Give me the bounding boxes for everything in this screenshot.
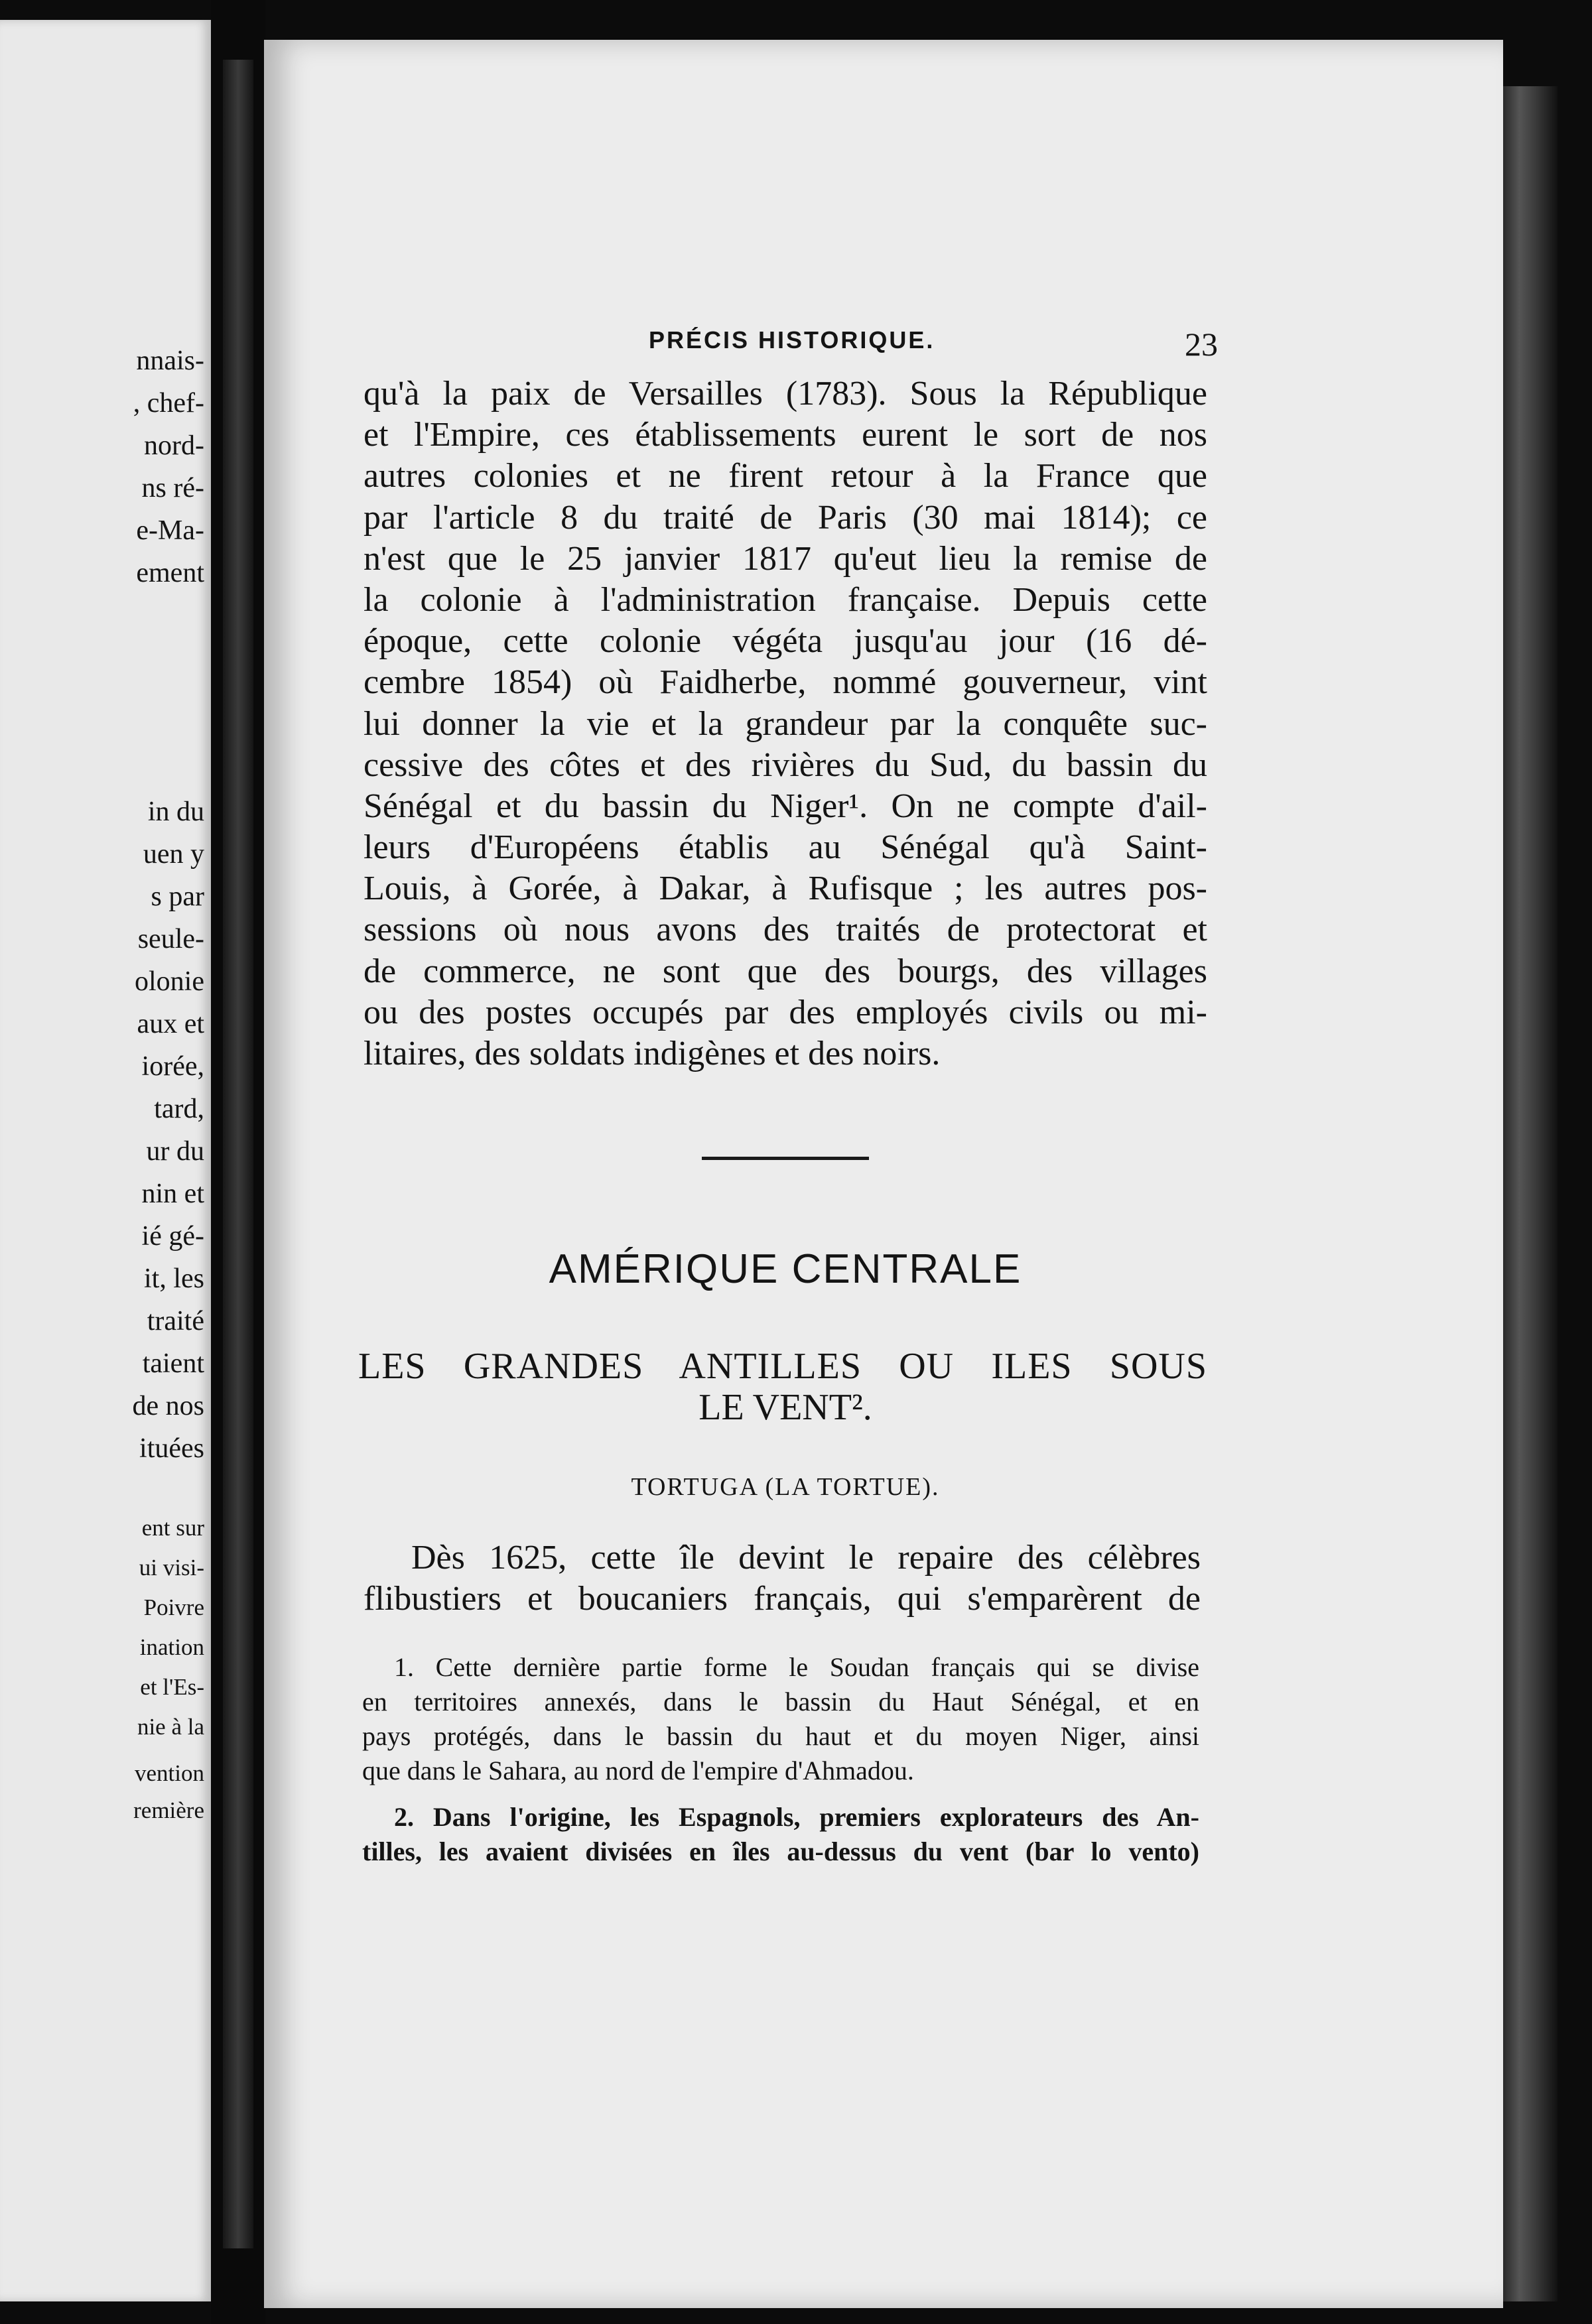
left-page-fragment-line: it, les: [144, 1263, 204, 1294]
footnote-gap: [362, 1788, 1199, 1800]
left-page-fragment-line: ination: [139, 1634, 204, 1660]
left-page-fragment-line: Poivre: [143, 1594, 204, 1620]
text-line: Dès 1625, cette île devint le repaire des célèbres: [411, 1539, 1201, 1577]
left-page-fragment-line: vention: [135, 1760, 204, 1786]
left-page-fragment-line: seule-: [137, 924, 204, 954]
left-page-fragment-line: , chef-: [133, 388, 204, 419]
left-page-fragment-line: nie à la: [137, 1714, 204, 1740]
text-line: leurs d'Européens établis au Sénégal qu'à Saint-: [364, 828, 1207, 867]
text-line: cessive des côtes et des rivières du Sud, du bassin du: [364, 745, 1207, 784]
page-number: 23: [1185, 326, 1218, 363]
left-page-fragment-line: ituées: [139, 1433, 204, 1464]
left-page-fragment-line: taient: [142, 1348, 204, 1379]
left-page-fragment-line: traité: [147, 1306, 204, 1336]
text-line: par l'article 8 du traité de Paris (30 mai 1814); ce: [364, 498, 1207, 537]
section-title: AMÉRIQUE CENTRALE: [549, 1246, 1022, 1292]
footnote-1-line: en territoires annexés, dans le bassin du Haut Sénégal, et en: [362, 1687, 1199, 1716]
left-page-fragment-line: nin et: [141, 1179, 204, 1209]
text-line: sessions où nous avons des traités de protectorat et: [364, 911, 1207, 949]
text-line: et l'Empire, ces établissements eurent le sort de nos: [364, 416, 1207, 454]
left-page-fragment: [0, 20, 211, 2301]
left-page-fragment-line: e-Ma-: [136, 515, 204, 546]
subtitle-line-1: LES GRANDES ANTILLES OU ILES SOUS: [358, 1346, 1207, 1387]
footnote-1-line: 1. Cette dernière partie forme le Soudan français qui se divise: [394, 1652, 1199, 1682]
text-line: Sénégal et du bassin du Niger¹. On ne compte d'ail-: [364, 787, 1207, 825]
page-edge: [1503, 86, 1558, 2301]
body-paragraph: [364, 373, 1207, 1074]
left-page-fragment-line: ur du: [146, 1136, 204, 1167]
left-page-fragment-line: ui visi-: [139, 1555, 204, 1581]
text-line: Louis, à Gorée, à Dakar, à Rufisque ; les autres pos-: [364, 870, 1207, 908]
left-page-fragment-line: olonie: [135, 966, 204, 997]
left-page-fragment-line: s par: [151, 881, 204, 912]
text-line: litaires, des soldats indigènes et des noirs.: [364, 1035, 941, 1072]
spine-shadow: [223, 60, 253, 2248]
footnotes: [362, 1650, 1199, 1869]
left-page-fragment-line: nord-: [144, 430, 204, 461]
left-page-fragment-line: tard,: [154, 1094, 204, 1124]
intro-paragraph: [364, 1537, 1201, 1620]
text-line: n'est que le 25 janvier 1817 qu'eut lieu la remise de: [364, 539, 1207, 578]
left-page-fragment-line: ié gé-: [141, 1221, 204, 1252]
text-line: qu'à la paix de Versailles (1783). Sous la République: [364, 375, 1207, 413]
left-page-fragment-line: nnais-: [136, 346, 204, 376]
footnote-1-line: pays protégés, dans le bassin du haut et du moyen Niger, ainsi: [362, 1721, 1199, 1751]
text-line: la colonie à l'administration française. Depuis cette: [364, 580, 1207, 619]
left-page-fragment-line: ns ré-: [141, 473, 204, 503]
left-page-fragment-line: in du: [147, 797, 204, 827]
left-page-fragment-line: de nos: [132, 1391, 204, 1421]
text-line: ou des postes occupés par des employés civils ou mi-: [364, 993, 1207, 1031]
left-page-fragment-line: ent sur: [141, 1515, 204, 1541]
footnote-2-line: tilles, les avaient divisées en îles au-dessus du vent (bar lo vento): [362, 1837, 1199, 1866]
running-head: PRÉCIS HISTORIQUE.: [649, 326, 935, 354]
text-line: cembre 1854) où Faidherbe, nommé gouverneur, vint: [364, 663, 1207, 702]
left-page-fragment-line: ement: [136, 558, 204, 588]
text-line: de commerce, ne sont que des bourgs, des villages: [364, 952, 1207, 990]
left-page-fragment-line: uen y: [143, 839, 204, 870]
left-page-fragment-line: remière: [133, 1797, 204, 1823]
text-line: époque, cette colonie végéta jusqu'au jour (16 dé-: [364, 622, 1207, 661]
subsection-title: TORTUGA (LA TORTUE).: [631, 1473, 940, 1501]
left-page-fragment-line: et l'Es-: [140, 1674, 204, 1700]
left-page-fragment-line: iorée,: [141, 1051, 204, 1082]
text-line: autres colonies et ne firent retour à la France que: [364, 457, 1207, 495]
section-divider: [702, 1157, 869, 1160]
text-line: flibustiers et boucaniers français, qui s'emparèrent de: [364, 1580, 1201, 1618]
footnote-2-line: 2. Dans l'origine, les Espagnols, premiers explorateurs des An-: [394, 1802, 1199, 1832]
subtitle-line-2: LE VENT².: [698, 1387, 872, 1428]
text-line: lui donner la vie et la grandeur par la conquête suc-: [364, 704, 1207, 743]
left-page-fragment-line: aux et: [137, 1009, 204, 1039]
footnote-1-line: que dans le Sahara, au nord de l'empire d'Ahmadou.: [362, 1756, 914, 1785]
